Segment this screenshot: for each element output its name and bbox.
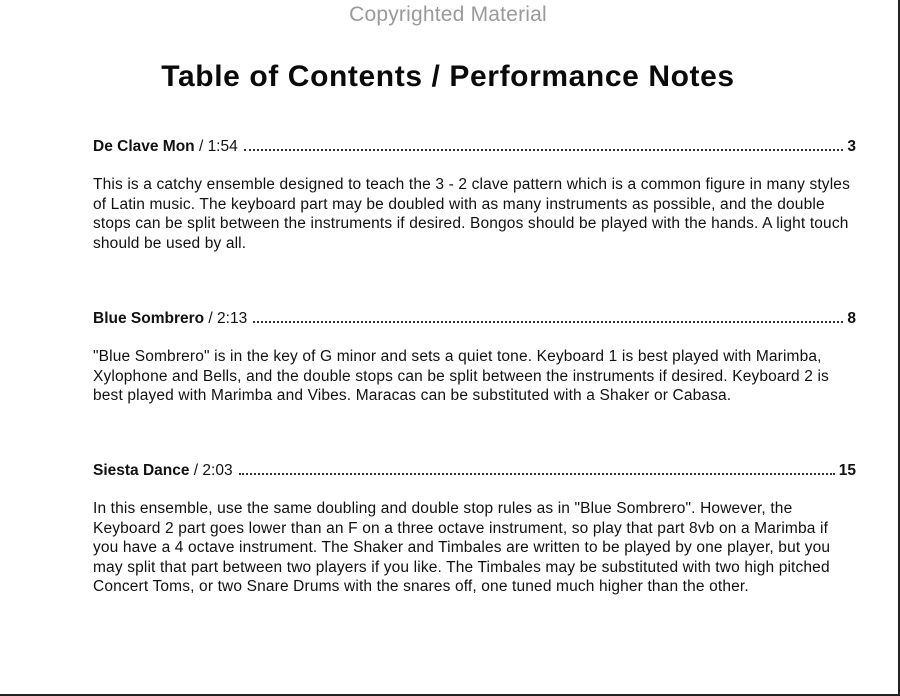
entry-page-number: 15 [838,462,856,479]
entry-separator: / [194,138,208,155]
entry-duration: 2:13 [217,310,248,327]
dot-leader [244,148,844,151]
entry-title: De Clave Mon [93,138,195,155]
dot-leader [239,472,835,475]
entry-duration: 1:54 [207,138,238,155]
entry-title: Siesta Dance [93,462,190,479]
entry-title: Blue Sombrero [93,310,205,327]
entry-page-number: 8 [847,310,856,327]
entry-duration: 2:03 [202,462,233,479]
toc-entry-heading[interactable] [93,461,856,481]
entry-separator: / [204,310,218,327]
dot-leader [253,320,843,323]
entry-page-number: 3 [847,138,856,155]
performance-note: This is a catchy ensemble designed to teach the 3 - 2 clave pattern which is a common figure in many styles of Latin music. The keyboard part may be doubled with as many instruments as possible, and the double stops can be split between the instruments if desired. Bongos should be played with the hands. A light touch should be used by all. [93,176,850,252]
toc-entry-heading[interactable] [93,309,856,329]
toc-entry-blue-sombrero [93,309,856,406]
performance-note: In this ensemble, use the same doubling and double stop rules as in "Blue Sombrero". However, the Keyboard 2 part goes lower than an F on a three octave instrument, so play that part 8vb on a Marimba if you have a 4 octave instrument. The Shaker and Timbales are written to be played by one player, but you may split that part between two players if you like. The Timbales may be substituted with two high pitched Concert Toms, or two Snare Drums with the snares off, one tuned much higher than the other. [93,500,831,595]
performance-note: "Blue Sombrero" is in the key of G minor and sets a quiet tone. Keyboard 1 is best played with Marimba, Xylophone and Bells, and the double stops can be split between the instruments if desired. Keyboard 2 is best played with Marimba and Vibes. Maracas can be substituted with a Shaker or Cabasa. [93,348,829,404]
copyright-watermark: Copyrighted Material [349,3,547,26]
entry-separator: / [189,462,203,479]
toc-entry-siesta-dance [93,461,856,597]
toc-entry-de-clave-mon [93,137,856,253]
page-title: Table of Contents / Performance Notes [161,60,735,93]
toc-entry-heading[interactable] [93,137,856,157]
